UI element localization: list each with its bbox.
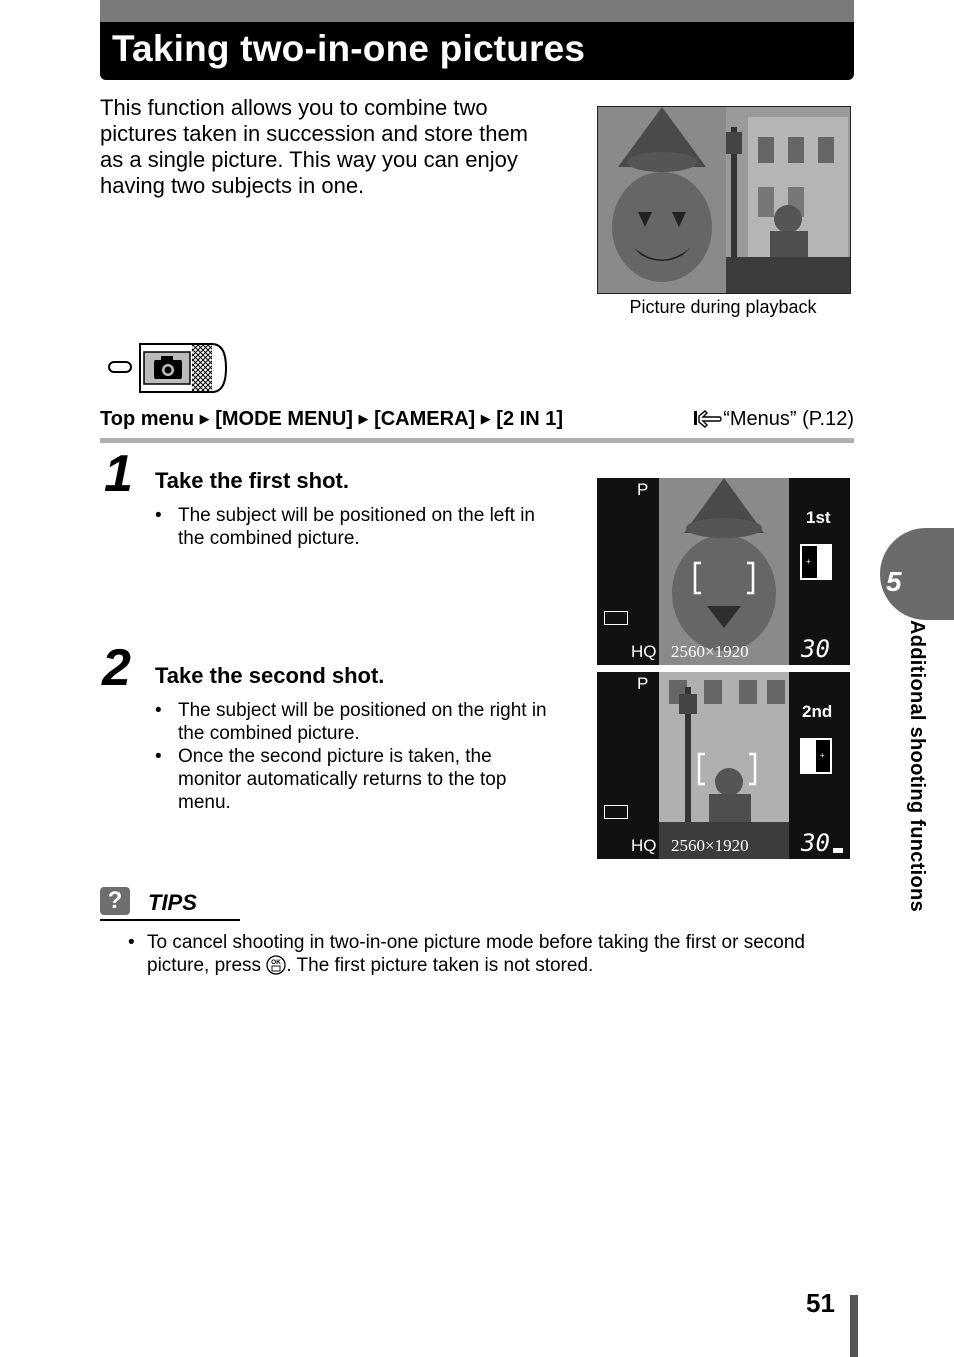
chapter-number: 5 [886, 566, 902, 597]
menu-top: Top menu [100, 408, 195, 430]
menu-divider [100, 438, 854, 443]
card-icon [604, 611, 628, 625]
page-number: 51 [806, 1288, 835, 1318]
step-2-number: 2 [102, 639, 131, 697]
right-half-indicator-icon: + [800, 738, 832, 774]
left-half-indicator-icon: + [800, 544, 832, 580]
photo-caption: Picture during playback [629, 297, 817, 317]
playback-photo [597, 106, 851, 294]
shot-label: 1st [806, 508, 831, 527]
camera-screen-second [597, 672, 850, 859]
tips-underline [100, 919, 240, 921]
page-title: Taking two-in-one pictures [112, 28, 586, 69]
battery-icon [833, 848, 843, 853]
page-number-bar [850, 1295, 858, 1357]
menu-mode-menu: [MODE MENU] [215, 408, 353, 430]
svg-text:OK: OK [271, 959, 282, 966]
title-stripe [100, 0, 854, 22]
step-1-title: Take the first shot. [155, 468, 349, 493]
tips-text: • To cancel shooting in two-in-one picture mode before taking the first or second picture, press OK . The first picture taken is not stored. [128, 932, 805, 976]
ok-button-icon [266, 955, 286, 975]
shots-remaining: 30 [801, 829, 830, 857]
camera-screen-first [597, 478, 850, 665]
shot-label: 2nd [802, 702, 833, 721]
shots-remaining: 30 [801, 635, 830, 663]
card-icon [604, 805, 628, 819]
menu-path [100, 408, 854, 431]
menu-arrow-icon: ▶ [480, 411, 491, 426]
page-reference-icon [693, 408, 723, 428]
menu-arrow-icon: ▶ [358, 411, 369, 426]
quality-label: HQ [631, 836, 657, 855]
resolution-label: 2560×1920 [671, 836, 749, 855]
menu-camera: [CAMERA] [374, 408, 476, 430]
mode-indicator: P [637, 674, 649, 693]
step-2-bullets [155, 699, 555, 814]
quality-label: HQ [631, 642, 657, 661]
mode-indicator: P [637, 480, 649, 499]
list-item: • The subject will be positioned on the left in the combined picture. [155, 504, 555, 550]
step-2-title: Take the second shot. [155, 663, 385, 688]
intro-paragraph: This function allows you to combine two pictures taken in succession and store them as a single picture. This way you can enjoy having two subjects in one. [100, 95, 529, 198]
tips-bullet: • [128, 932, 135, 953]
chapter-label: Additional shooting functions [906, 620, 928, 912]
list-item: • Once the second picture is taken, the monitor automatically returns to the top menu. [155, 745, 555, 814]
step-1-bullets [155, 504, 555, 550]
menu-2in1: [2 IN 1] [496, 408, 563, 430]
menu-reference: “Menus” (P.12) [693, 408, 854, 431]
title-bar [100, 0, 854, 80]
camera-mode-dial-icon [108, 340, 228, 396]
tips-label: TIPS [148, 890, 197, 915]
menu-arrow-icon: ▶ [199, 411, 210, 426]
step-1-number: 1 [104, 445, 133, 503]
resolution-label: 2560×1920 [671, 642, 749, 661]
tips-icon: ? [100, 887, 130, 915]
list-item: • The subject will be positioned on the right in the combined picture. [155, 699, 555, 745]
